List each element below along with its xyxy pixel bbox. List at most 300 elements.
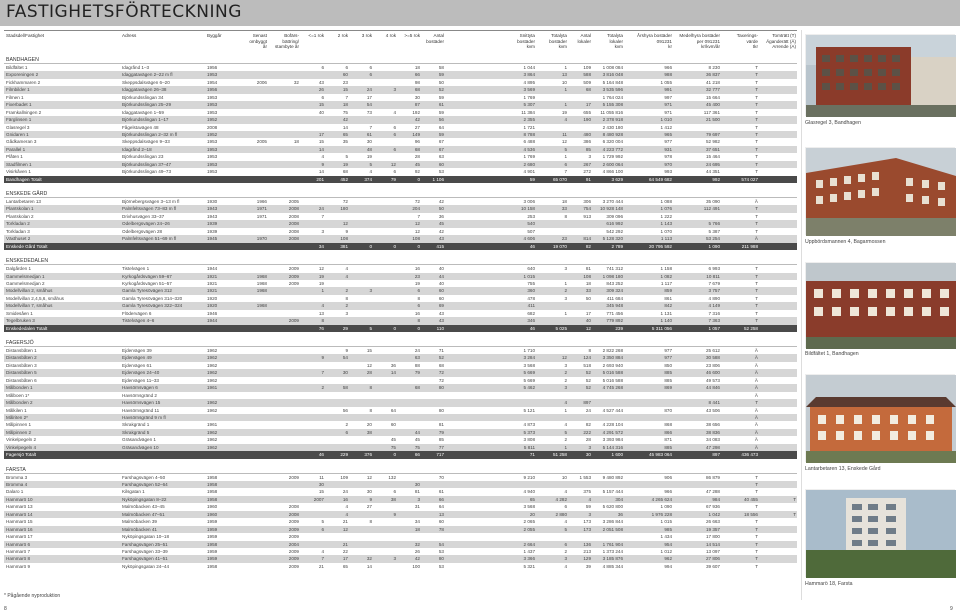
- table-cell: 2 378 918: [602, 117, 623, 123]
- table-cell: 1953: [207, 94, 218, 100]
- table-cell: 5 311 056: [651, 325, 672, 331]
- table-cell: 1962: [207, 362, 218, 368]
- table-cell: Ä: [754, 414, 758, 420]
- table-cell: 9: [321, 355, 324, 361]
- table-row: [4, 101, 797, 108]
- table-cell: 2 822 268: [602, 348, 623, 353]
- table-cell: Malmöbacken 41: [122, 526, 157, 532]
- table-cell: 5 669: [523, 377, 535, 383]
- table-cell: Gammelsmedjan 1: [6, 273, 45, 279]
- table-cell: 6: [393, 489, 396, 495]
- table-cell: 19 070: [552, 243, 567, 249]
- table-cell: 24: [585, 407, 591, 413]
- table-cell: 54: [366, 102, 372, 108]
- table-cell: Framkallningen 2: [6, 109, 42, 115]
- table-cell: 2008: [288, 236, 299, 242]
- table-cell: 4 885 344: [602, 563, 623, 569]
- table-cell: 2005: [288, 199, 299, 204]
- table-cell: 5 164 848: [602, 79, 623, 85]
- table-cell: Farshagsvägen 4–50: [122, 474, 166, 480]
- table-cell: 201: [316, 176, 324, 182]
- table-cell: T: [755, 65, 758, 70]
- table-cell: 19: [561, 109, 567, 115]
- table-row: [4, 362, 797, 369]
- table-cell: 8: [345, 295, 348, 301]
- table-cell: 21: [342, 519, 348, 525]
- table-cell: T: [755, 146, 758, 152]
- table-cell: 17: [585, 310, 591, 316]
- table-cell: 60: [438, 519, 444, 525]
- table-cell: T: [755, 318, 758, 324]
- table-cell: 68: [438, 362, 444, 368]
- table-cell: 59: [529, 176, 535, 182]
- table-cell: 4: [345, 511, 348, 517]
- table-cell: 23: [342, 79, 348, 85]
- table-cell: 51 258: [552, 452, 567, 458]
- table-cell: 9: [345, 228, 348, 234]
- table-row: [4, 124, 797, 131]
- table-cell: 59: [585, 504, 591, 510]
- table-cell: 2 880: [555, 511, 567, 517]
- table-cell: 173: [583, 526, 591, 532]
- table-cell: 1959: [207, 519, 218, 525]
- table-cell: Hammarö 9: [6, 563, 30, 569]
- column-headers: [0, 31, 800, 57]
- table-cell: 64: [390, 407, 396, 413]
- table-cell: 2 430 180: [602, 124, 623, 130]
- table-cell: 46: [529, 325, 535, 331]
- table-cell: T: [755, 280, 758, 286]
- table-cell: 1943: [207, 206, 218, 212]
- table-row: [4, 533, 797, 540]
- table-cell: 717: [436, 452, 444, 458]
- table-cell: 1960: [207, 511, 218, 517]
- page-number: 8: [4, 606, 7, 612]
- table-cell: 7: [564, 169, 567, 175]
- table-cell: 4: [345, 266, 348, 272]
- table-cell: Ejdervägen 61: [122, 362, 152, 368]
- table-cell: 814: [583, 236, 591, 242]
- table-cell: 962: [664, 556, 672, 562]
- table-cell: Farshagsvägen 25–51: [122, 541, 168, 547]
- table-cell: T: [755, 109, 758, 115]
- table-cell: 43: [438, 310, 444, 316]
- column-header: Senast ombyggt år: [249, 33, 267, 50]
- table-cell: 5 155 308: [602, 102, 623, 108]
- table-cell: Vinkelpegeln 2: [6, 437, 37, 443]
- table-cell: 64: [438, 124, 444, 130]
- table-cell: 906: [664, 474, 672, 480]
- table-cell: 8: [321, 318, 324, 324]
- table-cell: 1953: [207, 109, 218, 115]
- table-row: [4, 317, 797, 324]
- table-cell: 2009: [288, 526, 299, 532]
- table-cell: 85: [585, 146, 591, 152]
- table-cell: 6: [393, 169, 396, 175]
- table-cell: 4 895: [523, 79, 535, 85]
- table-row: [4, 563, 797, 570]
- table-cell: 755: [527, 280, 535, 286]
- table-row: [4, 153, 797, 160]
- table-cell: Tistelvägen 4–6: [122, 318, 155, 324]
- table-cell: Ä: [754, 199, 758, 204]
- table-row: [4, 481, 797, 488]
- table-cell: 0: [393, 243, 396, 249]
- table-cell: 109: [583, 65, 591, 70]
- table-row: [4, 377, 797, 384]
- table-cell: 5 144 316: [602, 444, 623, 450]
- table-cell: 1 090: [708, 243, 720, 249]
- table-cell: 6: [564, 541, 567, 547]
- table-cell: 1959: [207, 534, 218, 540]
- table-row: [4, 287, 797, 294]
- table-cell: 66: [414, 452, 420, 458]
- table-cell: 1958: [207, 541, 218, 547]
- column-header: Totalyta bostäder kvm: [549, 33, 567, 50]
- table-cell: 3: [393, 87, 396, 93]
- table-cell: 4 890: [708, 295, 720, 301]
- table-cell: T: [755, 519, 758, 525]
- table-cell: 5 669: [523, 370, 535, 376]
- table-cell: T: [755, 72, 758, 78]
- table-cell: 1 769: [523, 94, 535, 100]
- table-cell: 3: [564, 556, 567, 562]
- table-cell: 897: [583, 400, 591, 406]
- table-cell: Havsörnsgränd 9 m fl: [122, 414, 166, 420]
- table-cell: 149: [412, 131, 420, 137]
- table-cell: 11 384: [521, 109, 535, 115]
- table-cell: 61: [438, 489, 444, 495]
- table-row: [4, 213, 797, 220]
- column-header: >=5 rok: [404, 33, 420, 38]
- table-cell: 239: [615, 325, 623, 331]
- table-cell: Modellvillan 2,4,5,6, småhus: [6, 295, 64, 301]
- table-cell: 1958: [207, 474, 218, 480]
- table-cell: 1: [564, 280, 567, 286]
- table-cell: 213: [583, 548, 591, 554]
- table-cell: Filmbilder 1: [6, 87, 30, 93]
- table-cell: 43: [438, 318, 444, 324]
- table-cell: 14: [390, 370, 396, 376]
- table-cell: 9: [345, 348, 348, 353]
- table-cell: 8: [369, 407, 372, 413]
- table-cell: 100: [412, 563, 420, 569]
- table-cell: 7: [369, 124, 372, 130]
- table-cell: Idaggatavägen 1–59: [122, 109, 164, 115]
- table-cell: 6: [321, 526, 324, 532]
- table-cell: 3 393 984: [602, 437, 623, 443]
- table-cell: 381: [340, 243, 348, 249]
- photo-bildfaltet: [805, 262, 955, 348]
- table-cell: 17: [585, 102, 591, 108]
- table-cell: 66: [438, 496, 444, 502]
- table-row: [4, 496, 797, 503]
- table-cell: 2009: [288, 474, 299, 480]
- table-cell: 913: [583, 213, 591, 219]
- table-cell: 616 992: [606, 221, 623, 227]
- table-cell: 54: [438, 541, 444, 547]
- table-row: [4, 235, 797, 242]
- table-cell: T: [755, 310, 758, 316]
- table-cell: 346: [527, 318, 535, 324]
- table-cell: 6: [345, 429, 348, 435]
- table-cell: Enskededalen Totalt: [6, 325, 48, 331]
- table-cell: 34: [414, 519, 420, 525]
- table-cell: 18: [342, 102, 348, 108]
- table-cell: 931: [664, 146, 672, 152]
- table-cell: 59: [438, 94, 444, 100]
- table-cell: 1959: [207, 548, 218, 554]
- section-title: FAGERSJÖ: [4, 339, 797, 347]
- table-cell: Ä: [754, 392, 758, 398]
- column-header: Stadsdel/Fastighet: [6, 33, 45, 38]
- table-cell: Malmöbacken 43–45: [122, 504, 165, 510]
- table-cell: 1 437: [523, 548, 535, 554]
- table-cell: 1 090: [660, 504, 672, 510]
- table-cell: 38: [366, 429, 372, 435]
- table-cell: 30: [585, 452, 591, 458]
- table-cell: T: [755, 131, 758, 137]
- table-cell: 110: [436, 325, 444, 331]
- table-cell: 4 745 268: [602, 385, 623, 391]
- photo-caption: Uppbördsmannen 4, Bagarmossen: [805, 239, 886, 245]
- photo-hammaro: [805, 489, 955, 577]
- table-cell: 91: [585, 176, 591, 182]
- table-cell: Filmen 1: [6, 94, 24, 100]
- table-cell: 5 016 588: [602, 370, 623, 376]
- table-cell: Fixerbadet 1: [6, 102, 32, 108]
- table-cell: Smidesåen 1: [6, 310, 33, 316]
- table-cell: 885: [664, 377, 672, 383]
- table-cell: 2: [345, 288, 348, 294]
- table-cell: Björnebergsvägen 3–13 m fl: [122, 199, 180, 204]
- table-cell: 5 321: [523, 563, 535, 569]
- table-cell: 1 098 180: [602, 273, 623, 279]
- table-cell: 14: [366, 563, 372, 569]
- table-cell: Glasregel 3: [6, 124, 30, 130]
- table-cell: Nyköpingsgatan 10–18: [122, 534, 169, 540]
- table-cell: 11: [562, 131, 567, 137]
- table-cell: T: [755, 273, 758, 279]
- table-cell: 4 291 572: [602, 429, 623, 435]
- table-cell: 1958: [207, 563, 218, 569]
- table-cell: 204: [412, 206, 420, 212]
- table-cell: 3 350 884: [602, 355, 623, 361]
- table-cell: 985: [664, 526, 672, 532]
- table-cell: 452: [340, 176, 348, 182]
- table-cell: 112 491: [703, 206, 720, 212]
- table-cell: Gamla Tyresövägen 312: [122, 288, 172, 294]
- table-cell: 8: [369, 385, 372, 391]
- table-cell: 12: [561, 139, 567, 145]
- table-cell: Modellvillan 7, småhus: [6, 303, 53, 309]
- table-cell: 66: [414, 72, 420, 78]
- table-cell: 17: [366, 94, 372, 100]
- table-cell: 63: [438, 154, 444, 160]
- table-cell: Stadfilmen 1: [6, 161, 32, 167]
- table-cell: 9: [393, 511, 396, 517]
- table-cell: 12: [366, 474, 372, 480]
- table-cell: Björkundsslingan 37–47: [122, 161, 172, 167]
- table-cell: 1 015: [660, 519, 672, 525]
- total-row: [4, 243, 797, 250]
- table-cell: Ä: [754, 422, 758, 428]
- table-cell: 897: [712, 452, 720, 458]
- table-cell: Plantskolan 2: [6, 213, 34, 219]
- table-cell: 991: [664, 87, 672, 93]
- table-cell: 46: [529, 243, 535, 249]
- table-cell: 1968: [256, 273, 267, 279]
- table-cell: 6: [369, 65, 372, 70]
- column-header: Snittyta bostäder kvm: [517, 33, 535, 50]
- table-cell: T: [755, 556, 758, 562]
- table-cell: 386: [583, 139, 591, 145]
- photo-glasregel: [805, 34, 955, 116]
- table-cell: Nyköpingsgatan 8–22: [122, 496, 167, 502]
- table-cell: 6: [393, 131, 396, 137]
- table-cell: 96: [414, 139, 420, 145]
- table-cell: Gamla Tyresövägen 314–320: [122, 295, 183, 301]
- table-cell: 108: [583, 273, 591, 279]
- table-cell: 15: [318, 139, 324, 145]
- table-cell: 842: [664, 303, 672, 309]
- table-cell: 1 140: [660, 318, 672, 324]
- table-row: [4, 399, 797, 406]
- table-cell: 65: [342, 131, 348, 137]
- column-header: Medelhyra bostäder per 091231 kr/kvm/år: [679, 33, 720, 50]
- table-cell: 24: [366, 87, 372, 93]
- table-cell: 1961: [207, 422, 218, 428]
- table-cell: 71: [438, 348, 444, 353]
- table-cell: 79 697: [705, 131, 720, 137]
- table-cell: 4: [564, 519, 567, 525]
- table-cell: 1 222: [660, 213, 672, 219]
- table-cell: 4: [393, 109, 396, 115]
- table-cell: Björkundsslingan 49–73: [122, 169, 172, 175]
- table-cell: 53: [438, 563, 444, 569]
- table-cell: 2: [564, 437, 567, 443]
- table-cell: 1944: [207, 318, 218, 324]
- table-cell: 997: [664, 94, 672, 100]
- table-cell: 3: [417, 496, 420, 502]
- table-cell: 54: [342, 355, 348, 361]
- table-cell: 52 258: [743, 325, 758, 331]
- table-cell: 8 788: [523, 131, 535, 137]
- table-cell: 2006: [256, 79, 267, 85]
- column-header: 4 rok: [385, 33, 396, 38]
- table-cell: 540: [527, 221, 535, 227]
- table-cell: 5 387: [708, 228, 720, 234]
- table-row: [4, 198, 797, 205]
- table-cell: Växthuset 2: [6, 236, 31, 242]
- table-cell: 20: [366, 422, 372, 428]
- table-cell: Gräsandvägen 1: [122, 437, 156, 443]
- table-row: [4, 548, 797, 555]
- table-cell: 12: [366, 362, 372, 368]
- table-cell: 7: [321, 370, 324, 376]
- table-cell: 46: [318, 452, 324, 458]
- table-cell: 52: [438, 87, 444, 93]
- table-cell: 18: [414, 65, 420, 70]
- table-cell: 43: [438, 236, 444, 242]
- table-cell: 1953: [207, 161, 218, 167]
- table-cell: 63: [414, 355, 420, 361]
- table-cell: Distansbåten 6: [6, 377, 37, 383]
- table-cell: 436 473: [741, 452, 758, 458]
- table-cell: 60: [390, 422, 396, 428]
- table-cell: 2: [564, 288, 567, 294]
- table-cell: T: [755, 169, 758, 175]
- table-cell: 5: [564, 146, 567, 152]
- table-cell: 1959: [207, 556, 218, 562]
- table-cell: 67: [438, 139, 444, 145]
- table-cell: 3: [564, 266, 567, 272]
- table-cell: Ä: [754, 385, 758, 391]
- table-row: [4, 526, 797, 533]
- table-cell: 22: [342, 548, 348, 554]
- table-cell: 272: [583, 169, 591, 175]
- table-cell: 6: [321, 65, 324, 70]
- table-cell: 9 480 892: [602, 474, 623, 480]
- table-cell: 68: [585, 87, 591, 93]
- table-cell: Ä: [754, 348, 758, 353]
- table-cell: 50: [585, 295, 591, 301]
- table-cell: Gnidaren 1: [6, 131, 29, 137]
- table-cell: 3 629: [611, 176, 623, 182]
- table-cell: 859: [664, 288, 672, 294]
- table-row: [4, 265, 797, 272]
- table-cell: 970: [664, 161, 672, 167]
- table-cell: 8: [417, 295, 420, 301]
- table-cell: Kilsgatan 1: [122, 489, 145, 495]
- table-cell: 15: [366, 348, 372, 353]
- table-cell: 14: [318, 146, 324, 152]
- table-cell: 2009: [288, 556, 299, 562]
- table-cell: 1921: [207, 280, 218, 286]
- table-cell: 45: [390, 437, 396, 443]
- table-cell: 43: [318, 79, 324, 85]
- table-cell: 994: [664, 563, 672, 569]
- table-cell: 81: [438, 422, 444, 428]
- table-cell: 67 936: [705, 504, 720, 510]
- table-cell: 3: [588, 444, 591, 450]
- table-cell: 4 265 624: [651, 496, 672, 502]
- table-cell: 375: [583, 489, 591, 495]
- table-cell: 2008: [288, 228, 299, 234]
- table-cell: 43 506: [705, 407, 720, 413]
- table-cell: 7: [321, 213, 324, 219]
- total-row: [4, 451, 797, 458]
- table-cell: 3 568: [523, 504, 535, 510]
- table-cell: 132: [388, 474, 396, 480]
- table-cell: 38 836: [705, 429, 720, 435]
- table-cell: 5: [345, 154, 348, 160]
- table-cell: 56: [342, 407, 348, 413]
- table-cell: Målbonden 1: [6, 385, 33, 391]
- table-cell: Idaggatavägen 2–22 m fl: [122, 72, 173, 78]
- table-cell: 3 006: [523, 199, 535, 204]
- section-spacer: [4, 459, 797, 466]
- table-cell: 1939: [207, 228, 218, 234]
- table-cell: Målboen 1*: [6, 392, 30, 398]
- table-cell: 8: [564, 213, 567, 219]
- table-cell: 18: [293, 139, 299, 145]
- table-cell: 966: [664, 489, 672, 495]
- table-row: [4, 295, 797, 302]
- table-cell: 47 298: [705, 444, 720, 450]
- table-cell: 61: [438, 102, 444, 108]
- table-cell: 50: [438, 79, 444, 85]
